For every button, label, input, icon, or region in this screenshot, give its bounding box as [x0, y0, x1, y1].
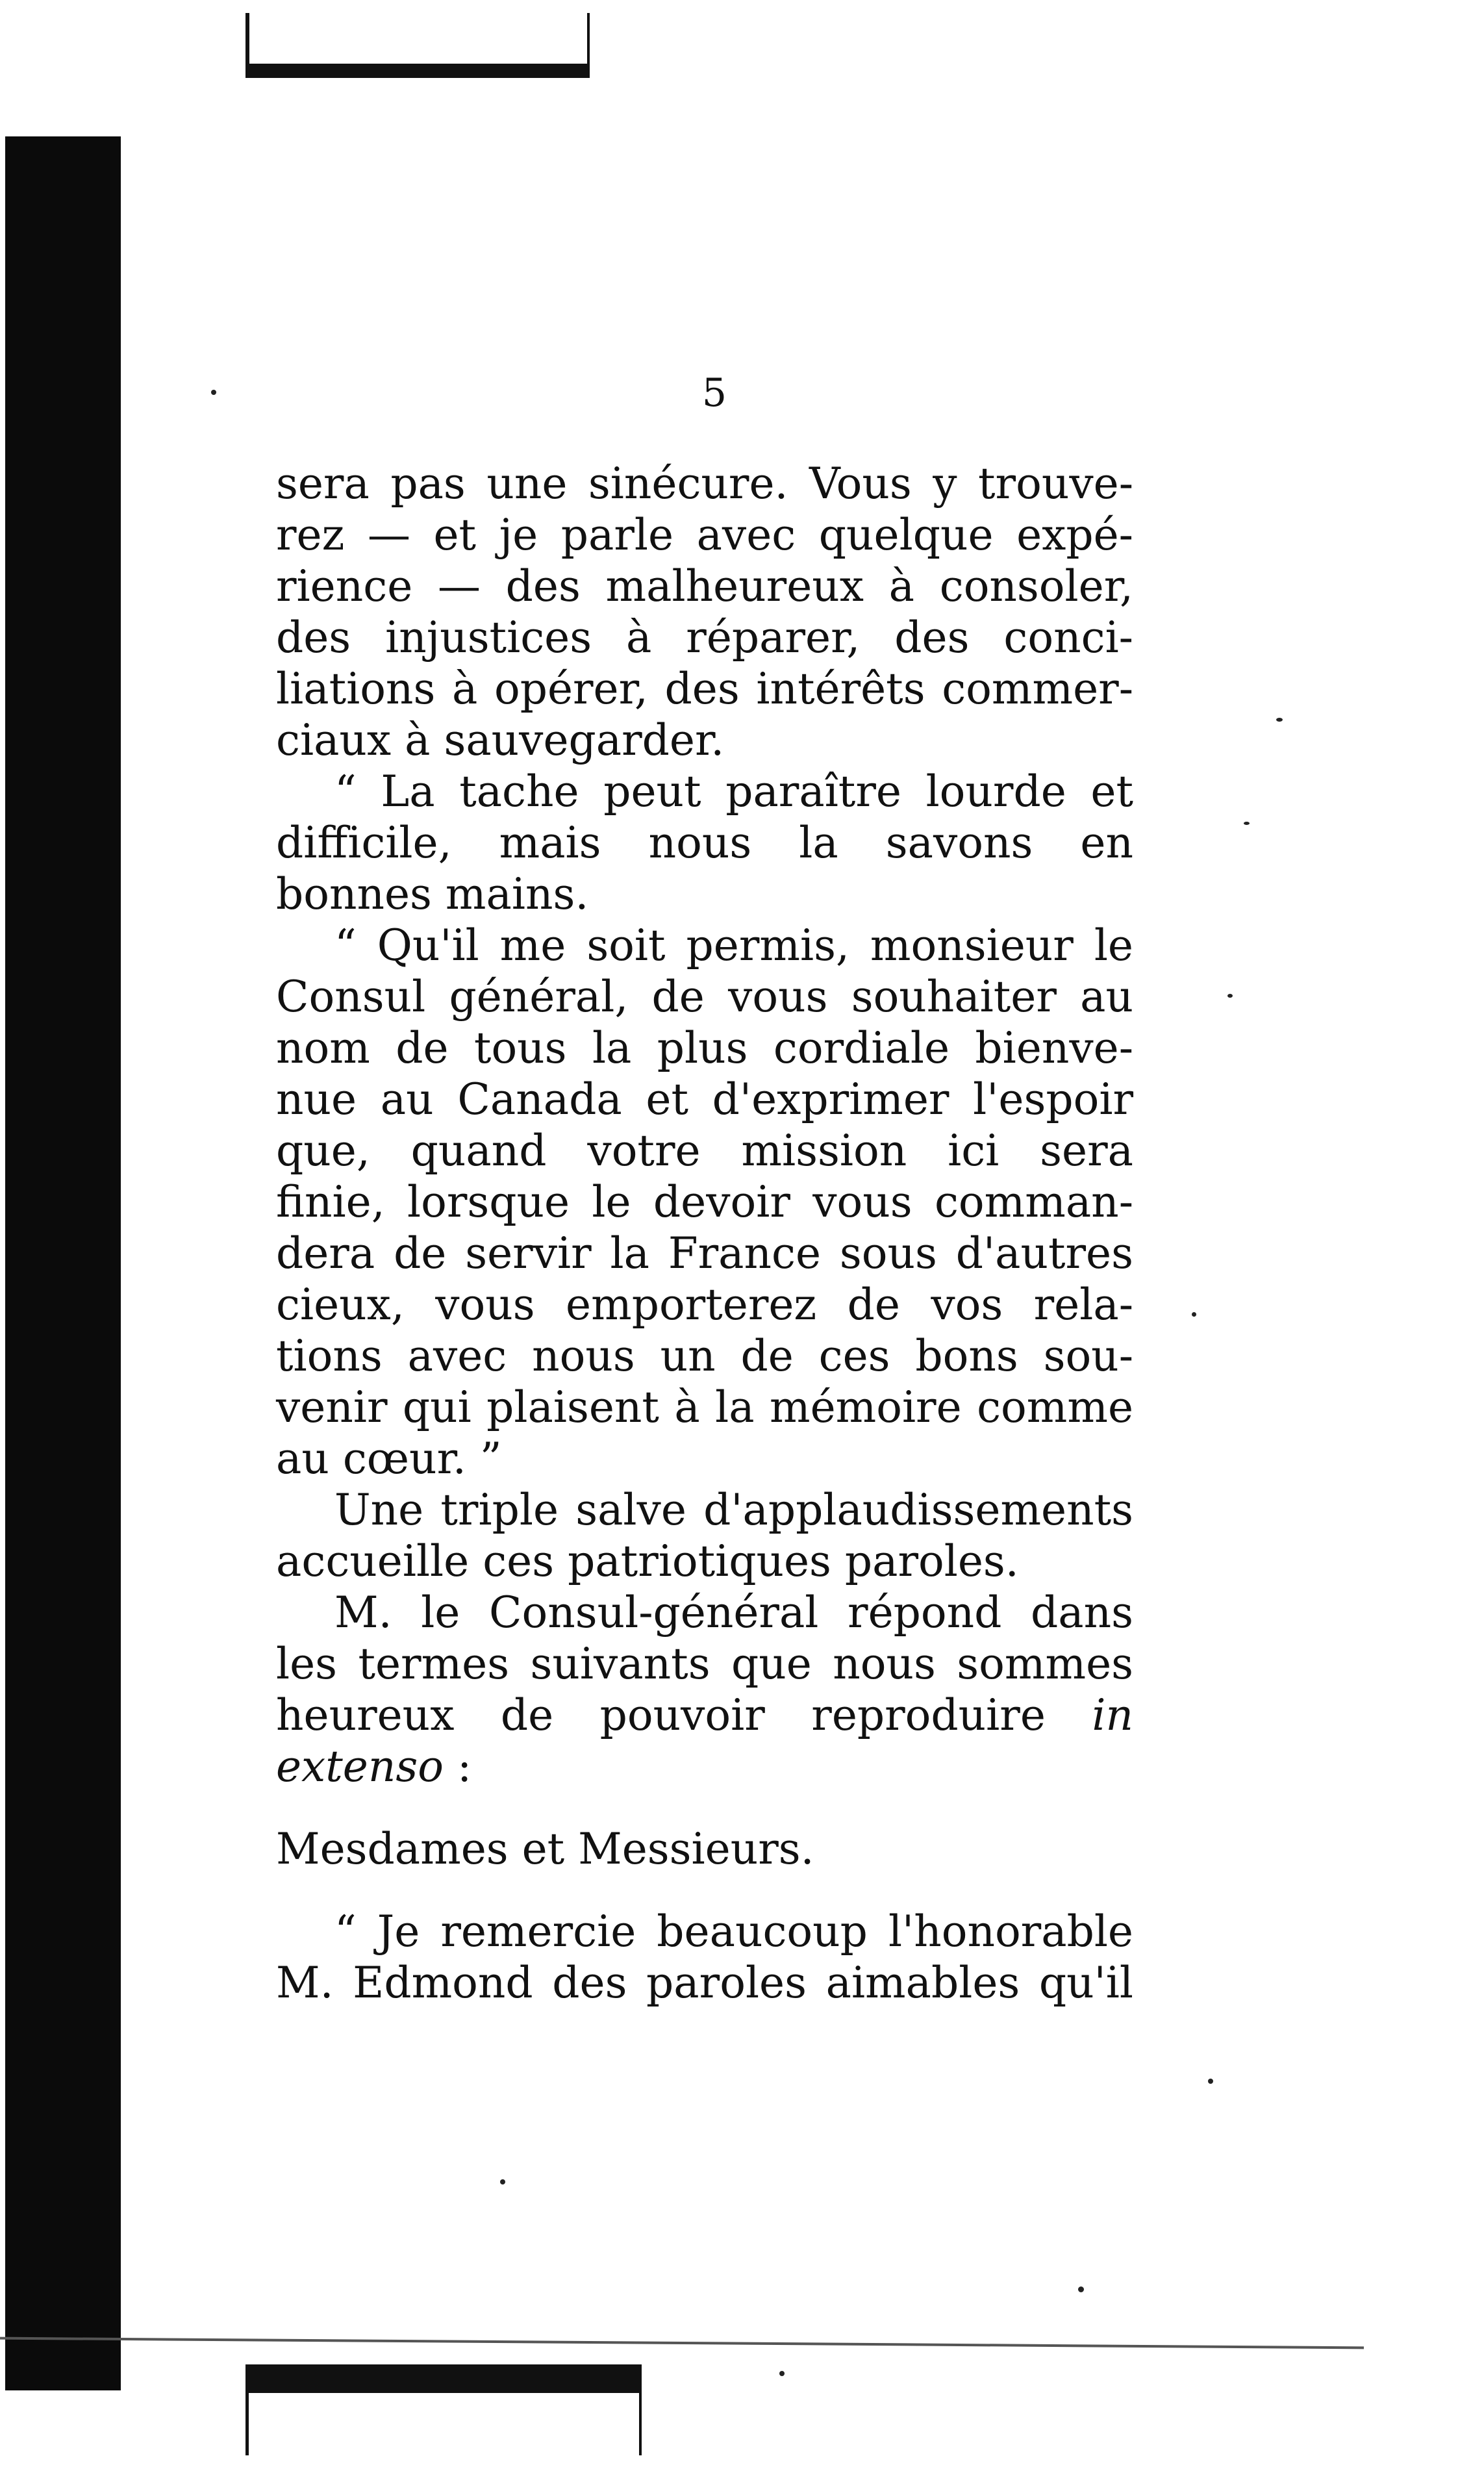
dust-speck: [1208, 2079, 1213, 2084]
text-fragment: heureux de pouvoir reproduire: [276, 1690, 1046, 1740]
text-line: accueille ces patriotiques paroles.: [276, 1536, 1019, 1586]
dust-speck: [1192, 1312, 1196, 1317]
text-line: que, quand votre mission ici sera: [276, 1126, 1133, 1176]
paragraph: [276, 920, 1133, 1484]
text-line: Mesdames et Messieurs.: [276, 1824, 814, 1874]
dust-speck: [1078, 2286, 1084, 2292]
text-line: nue au Canada et d'exprimer l'espoir: [276, 1074, 1133, 1124]
page-number: 5: [701, 370, 727, 416]
text-line: rez — et je parle avec quelque expé-: [276, 510, 1133, 560]
text-line: liations à opérer, des intérêts commer-: [276, 664, 1133, 714]
text-line: venir qui plaisent à la mémoire comme: [276, 1382, 1133, 1432]
text-line: M. le Consul-général répond dans: [334, 1588, 1133, 1638]
text-line: cieux, vous emporterez de vos rela-: [276, 1280, 1133, 1330]
text-line: ciaux à sauvegarder.: [276, 715, 725, 765]
text-line: finie, lorsque le devoir vous comman-: [276, 1177, 1133, 1227]
text-line: les termes suivants que nous sommes: [276, 1639, 1133, 1689]
text-fragment: :: [443, 1741, 472, 1792]
paragraph: [276, 1906, 1133, 2008]
top-scan-bracket: [245, 13, 590, 78]
text-line: “ Je remercie beaucoup l'honorable: [334, 1906, 1133, 1956]
dust-speck: [779, 2371, 785, 2376]
text-line: rience — des malheureux à consoler,: [276, 561, 1133, 611]
text-line: des injustices à réparer, des conci-: [276, 613, 1133, 663]
dust-speck: [211, 390, 216, 395]
bottom-scan-bracket: [245, 2364, 642, 2455]
text-line: nom de tous la plus cordiale bienve-: [276, 1023, 1133, 1073]
text-line: “ La tache peut paraître lourde et: [334, 766, 1133, 817]
dust-speck: [1227, 994, 1233, 998]
text-line: difficile, mais nous la savons en: [276, 818, 1133, 868]
salutation: [276, 1823, 1133, 1875]
text-line: Consul général, de vous souhaiter au: [276, 972, 1133, 1022]
text-line: [276, 1690, 1133, 1741]
page-edge-line: [0, 2337, 1364, 2349]
text-line: Une triple salve d'applaudissements: [334, 1485, 1133, 1535]
text-line: “ Qu'il me soit permis, monsieur le: [334, 920, 1133, 970]
paragraph: [276, 458, 1133, 766]
italic-term: in: [1092, 1690, 1133, 1740]
text-line: sera pas une sinécure. Vous y trouve-: [276, 459, 1133, 509]
paragraph: [276, 766, 1133, 920]
dust-speck: [500, 2179, 505, 2184]
text-line: M. Edmond des paroles aimables qu'il: [276, 1958, 1133, 2008]
paragraph: [276, 1484, 1133, 1587]
text-line: dera de servir la France sous d'autres: [276, 1228, 1133, 1278]
dust-speck: [1244, 822, 1250, 825]
text-line: tions avec nous un de ces bons sou-: [276, 1331, 1133, 1381]
italic-term: extenso: [276, 1741, 444, 1792]
body-text: [276, 458, 1133, 2008]
binding-shadow: [5, 136, 121, 2390]
paragraph: [276, 1587, 1133, 1792]
dust-speck: [1276, 718, 1283, 722]
text-line: [276, 1741, 1133, 1792]
text-line: au cœur. ”: [276, 1434, 502, 1484]
text-line: bonnes mains.: [276, 869, 589, 919]
